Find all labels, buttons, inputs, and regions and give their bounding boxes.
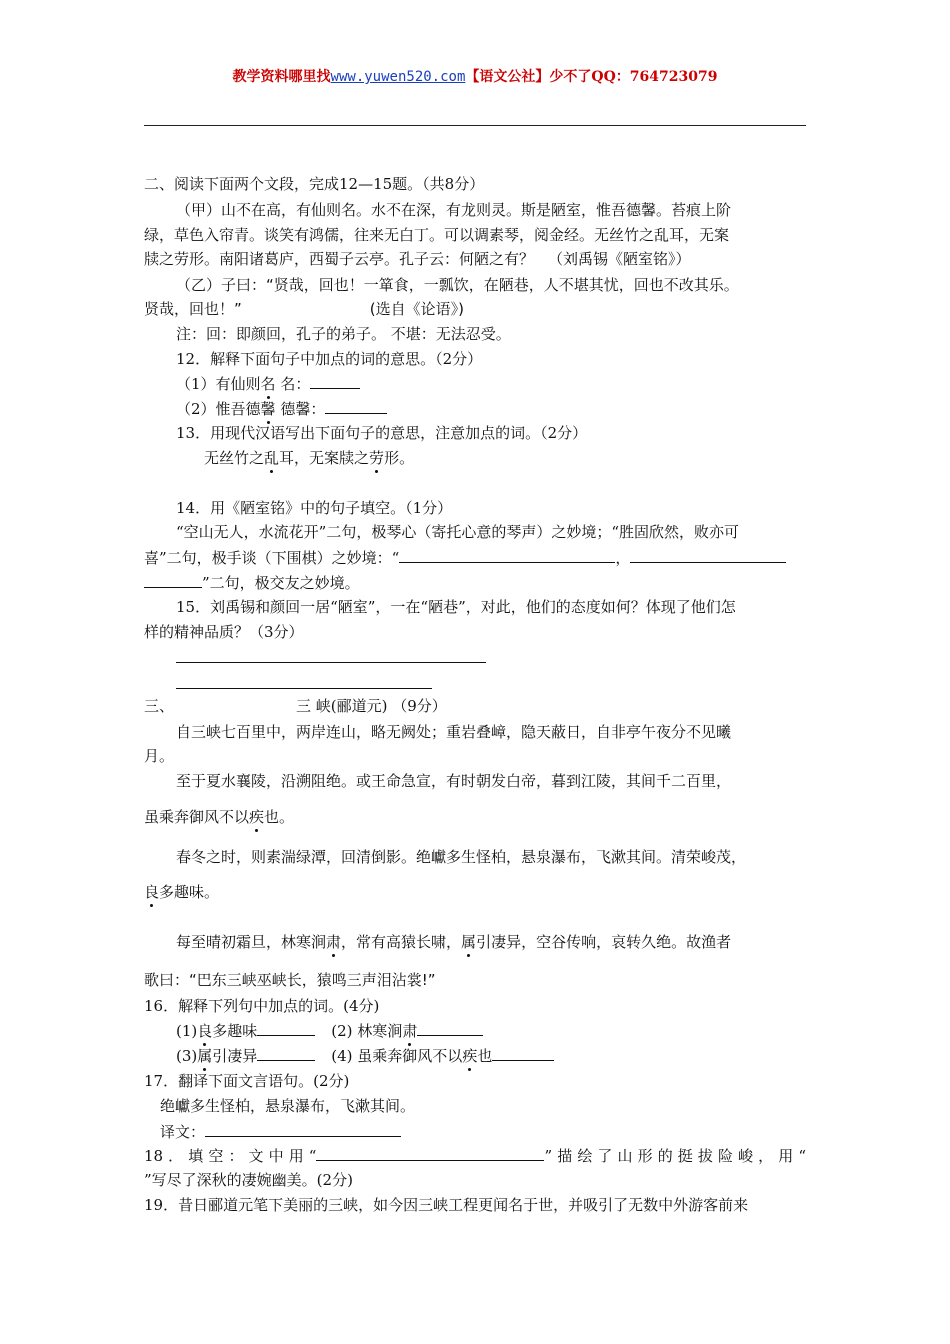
- p2-2-b: 也。: [264, 808, 295, 826]
- q12-item-2: [176, 398, 840, 419]
- p4-1-dotted-2: 属: [461, 933, 477, 951]
- q17-answer-label: 译文：: [160, 1123, 206, 1141]
- note: 注：回：即颜回，孔子的弟子。 不堪：无法忍受。: [176, 325, 511, 343]
- q18-1-a: 18．填空：文中用“: [144, 1147, 317, 1165]
- q17-answer-blank[interactable]: [205, 1121, 401, 1137]
- q14-3-text: ”二句，极交友之妙境。: [202, 574, 360, 592]
- q12-2-text: （2）惟吾德: [176, 400, 261, 418]
- q15-answer-line-2[interactable]: [176, 688, 432, 689]
- q14-blank-2[interactable]: [630, 547, 786, 563]
- p4-line-2: 歌曰：“巴东三峡巫峡长，猿鸣三声泪沾裳!”: [144, 971, 436, 989]
- p2-line-2: [144, 807, 808, 827]
- q17-title: 17．翻译下面文言语句。(2分): [144, 1072, 350, 1090]
- yi-source: (选自《论语》): [369, 300, 464, 318]
- q18-1-b: ”描绘了山形的挺拔险峻，用“: [544, 1147, 806, 1165]
- q14-line-3: [144, 572, 808, 593]
- p1-line-1: 自三峡七百里中，两岸连山，略无阙处；重岩叠嶂，隐天蔽日，自非亭午夜分不见曦: [176, 723, 732, 741]
- q15-answer-line-1[interactable]: [176, 662, 486, 663]
- q18-line-1: [144, 1145, 806, 1166]
- q12-2-label: 德馨：: [275, 400, 326, 418]
- p2-line-1: 至于夏水襄陵，沿溯阻绝。或王命急宣，有时朝发白帝，暮到江陵，其间千二百里，: [176, 772, 732, 790]
- q16-3-num: (3): [176, 1047, 198, 1065]
- yi-line-2: [144, 299, 808, 319]
- jia-line-2: 绿，草色入帘青。谈笑有鸿儒，往来无白丁。可以调素琴，阅金经。无丝竹之乱耳，无案: [144, 226, 730, 244]
- q16-4-text: (4) 虽乘奔御风不以: [331, 1047, 463, 1065]
- q16-4-blank[interactable]: [492, 1045, 554, 1061]
- jia-line-3: [144, 249, 808, 269]
- header-link[interactable]: www.yuwen520.com: [330, 69, 466, 85]
- q13-a: 无丝竹之: [204, 449, 265, 467]
- q14-2-text: 喜”二句，极手谈（下围棋）之妙境：“: [144, 549, 400, 567]
- q12-1-dotted: 名: [260, 375, 276, 393]
- q13-c: 形。: [384, 449, 415, 467]
- q12-item-1: [176, 373, 840, 394]
- p3-line-2: [144, 882, 808, 902]
- jia-line-3-text: 牍之劳形。南阳诸葛庐，西蜀子云亭。孔子云：何陋之有？: [144, 250, 535, 268]
- q12-2-dotted: 馨: [260, 400, 276, 418]
- p2-2-a: 虽乘奔御风不以: [144, 808, 250, 826]
- p4-line-1: [176, 932, 806, 952]
- q16-1-num: (1): [176, 1022, 198, 1040]
- yi-line-2-text: 贤哉，回也！”: [144, 300, 242, 318]
- q14-line-1: “空山无人，水流花开”二句，极琴心（寄托心意的琴声）之妙境；“胜固欣然，败亦可: [176, 523, 740, 541]
- p4-1-c: 引凄异，空谷传响，哀转久绝。故渔者: [476, 933, 732, 951]
- p1-line-2: 月。: [144, 747, 175, 765]
- p3-2-dotted: 良: [144, 883, 160, 901]
- q15-line-2: 样的精神品质？（3分）: [144, 623, 304, 641]
- q14-line-2: [144, 547, 808, 568]
- q12-1-text: （1）有仙则: [176, 375, 261, 393]
- jia-source: （刘禹锡《陋室铭》）: [548, 250, 691, 268]
- q17-answer: [160, 1121, 824, 1142]
- q16-4-dotted: 疾: [462, 1047, 478, 1065]
- q14-blank-2-cont[interactable]: [144, 572, 202, 588]
- q14-title: 14．用《陋室铭》中的句子填空。（1分）: [176, 499, 453, 517]
- q16-3-blank[interactable]: [257, 1045, 315, 1061]
- q16-4-text-b: 也: [477, 1047, 493, 1065]
- section3-number: 三、: [144, 697, 175, 715]
- header-rule: [144, 125, 806, 126]
- q18-line-2: ”写尽了深秋的凄婉幽美。(2分): [144, 1171, 353, 1189]
- q13-dotted-2: 劳: [369, 449, 385, 467]
- q16-2-text: (2) 林寒涧: [331, 1022, 403, 1040]
- page-header: [0, 66, 950, 86]
- yi-line-1: （乙）子曰：“贤哉，回也！一箪食，一瓢饮，在陋巷，人不堪其忧，回也不改其乐。: [176, 276, 739, 294]
- q13-sentence: [204, 448, 868, 468]
- q16-1-dotted: 良: [197, 1022, 213, 1040]
- section2-title: 二、阅读下面两个文段，完成12—15题。（共8分）: [144, 175, 485, 193]
- p4-1-b: ，常有高猿长啸，: [341, 933, 462, 951]
- q16-row-1: [176, 1020, 840, 1041]
- p3-line-1: 春冬之时，则素湍绿潭，回清倒影。绝巘多生怪柏，悬泉瀑布，飞漱其间。清荣峻茂，: [176, 848, 747, 866]
- q13-dotted-1: 乱: [264, 449, 280, 467]
- q17-source: 绝巘多生怪柏，悬泉瀑布，飞漱其间。: [160, 1097, 416, 1115]
- p2-2-dotted: 疾: [249, 808, 265, 826]
- p3-2-b: 多趣味。: [159, 883, 220, 901]
- q12-1-blank[interactable]: [310, 373, 360, 389]
- jia-line-1: （甲）山不在高，有仙则名。水不在深，有龙则灵。斯是陋室，惟吾德馨。苔痕上阶: [176, 201, 732, 219]
- q18-blank-1[interactable]: [316, 1145, 544, 1161]
- q12-2-blank[interactable]: [325, 398, 387, 414]
- q16-1-text: 多趣味: [212, 1022, 258, 1040]
- header-prefix: 教学资料哪里找: [232, 69, 331, 85]
- q16-2-blank[interactable]: [417, 1020, 483, 1036]
- q16-row-2: [176, 1045, 840, 1066]
- q14-blank-1[interactable]: [399, 547, 615, 563]
- q19-line-1: 19．昔日郦道元笔下美丽的三峡，如今因三峡工程更闻名于世，并吸引了无数中外游客前来: [144, 1196, 749, 1214]
- q16-1-blank[interactable]: [257, 1020, 315, 1036]
- header-suffix: 【语文公社】少不了QQ：764723079: [465, 69, 718, 85]
- p4-1-dotted-1: 肃: [326, 933, 342, 951]
- q13-title: 13．用现代汉语写出下面句子的意思，注意加点的词。（2分）: [176, 424, 588, 442]
- q12-1-label: 名：: [275, 375, 311, 393]
- q16-3-dotted: 属: [197, 1047, 213, 1065]
- q15-line-1: 15．刘禹锡和颜回一居“陋室”，一在“陋巷”，对此，他们的态度如何？体现了他们怎: [176, 598, 736, 616]
- q12-title: 12．解释下面句子中加点的词的意思。（2分）: [176, 350, 483, 368]
- q16-3-text: 引凄异: [212, 1047, 258, 1065]
- q14-comma: ，: [615, 549, 631, 567]
- q16-title: 16．解释下列句中加点的词。(4分): [144, 997, 380, 1015]
- q13-b: 耳，无案牍之: [279, 449, 370, 467]
- section3-title: 三 峡(郦道元) （9分）: [296, 697, 447, 715]
- q16-2-dotted: 肃: [402, 1022, 418, 1040]
- p4-1-a: 每至晴初霜旦，林寒涧: [176, 933, 327, 951]
